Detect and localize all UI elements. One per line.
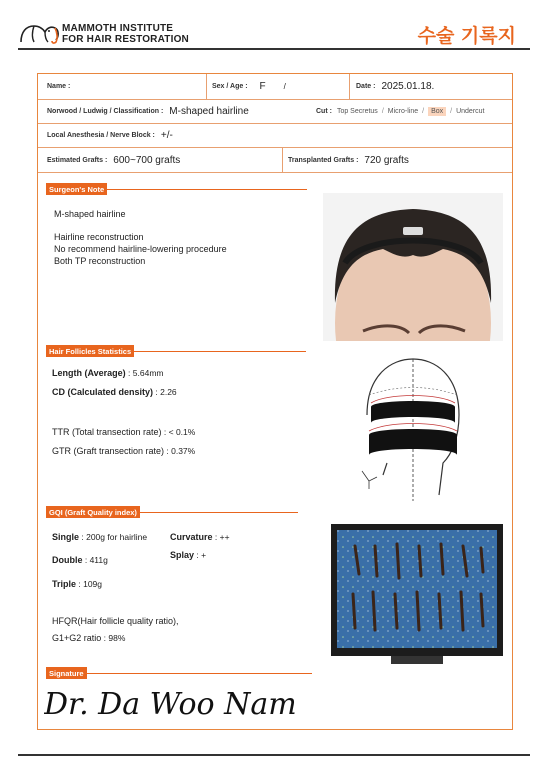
length-value: : 5.64mm [125, 368, 164, 378]
splay-value: : + [194, 550, 207, 560]
sex-age-separator: / [283, 82, 286, 91]
triple-stat [52, 579, 102, 589]
splay-stat [170, 550, 206, 560]
sex-value[interactable]: F [259, 81, 266, 92]
length-label: Length (Average) [52, 368, 126, 378]
divider [206, 74, 207, 99]
density-label: CD (Calculated density) [52, 387, 154, 397]
ttr-value: : < 0.1% [161, 427, 196, 437]
curvature-value: : ++ [212, 532, 230, 542]
patient-forehead-photo [323, 193, 503, 341]
sex-age-label: Sex / Age : [212, 83, 248, 90]
transplanted-grafts-value[interactable]: 720 grafts [364, 154, 409, 166]
ratio-label: G1+G2 ratio [52, 633, 102, 643]
classification-label: Norwood / Ludwig / Classification : [47, 108, 164, 115]
date-value[interactable]: 2025.01.18. [381, 81, 435, 92]
page-header [18, 18, 530, 52]
section-rule [87, 673, 312, 674]
institute-name [62, 23, 189, 45]
surgeon-note-line2: Hairline reconstruction [54, 232, 144, 242]
gtr-label: GTR (Graft transection rate) [52, 446, 165, 456]
hfqr-label: HFQR(Hair follicle quality ratio), [52, 616, 179, 626]
splay-label: Splay [170, 550, 195, 560]
triple-label: Triple [52, 579, 77, 589]
signature-title: Signature [46, 667, 87, 679]
estimated-grafts-cell [47, 148, 180, 172]
transplanted-grafts-cell [288, 148, 409, 172]
surgeon-note-heading [46, 183, 307, 195]
follicle-stats-heading [46, 345, 306, 357]
single-stat [52, 532, 147, 542]
cut-label: Cut : [316, 108, 332, 115]
triple-value: : 109g [76, 579, 103, 589]
gqi-title: GQI (Graft Quality index) [46, 506, 140, 518]
length-stat [52, 368, 163, 378]
anesthesia-label: Local Anesthesia / Nerve Block : [47, 132, 155, 139]
double-value: : 411g [82, 555, 108, 565]
institute-name-line2: FOR HAIR RESTORATION [62, 34, 189, 45]
signature-text: Dr. Da Woo Nam [44, 687, 297, 722]
cut-options [335, 107, 487, 116]
density-stat [52, 387, 177, 397]
density-value: : 2.26 [153, 387, 177, 397]
double-stat [52, 555, 108, 565]
mammoth-logo-icon [18, 20, 62, 46]
sex-age-cell [212, 74, 286, 99]
surgeon-note-line3: No recommend hairline-lowering procedure [54, 244, 227, 254]
footer-divider [18, 754, 530, 756]
form-row-grafts [38, 148, 512, 173]
divider [282, 148, 283, 172]
cut-option-top-secretus[interactable]: Top Secretus [336, 108, 378, 115]
divider [349, 74, 350, 99]
form-row-anesthesia [38, 124, 512, 148]
date-cell [356, 74, 434, 99]
cut-separator: / [381, 108, 384, 115]
double-label: Double [52, 555, 83, 565]
ttr-stat [52, 427, 195, 437]
header-divider [18, 48, 530, 50]
ratio-stat [52, 633, 125, 643]
single-value: : 200g for hairline [79, 532, 148, 542]
cut-option-undercut[interactable]: Undercut [456, 108, 485, 115]
document-title: 수술 기록지 [417, 25, 516, 47]
cut-option-micro-line[interactable]: Micro-line [387, 108, 419, 115]
name-label: Name : [47, 83, 71, 90]
follicle-stats-title: Hair Follicles Statistics [46, 345, 134, 357]
surgeon-note-line1: M-shaped hairline [54, 209, 126, 219]
doctor-signature [44, 678, 314, 726]
donor-area-diagram [357, 355, 469, 503]
surgeon-note-line4: Both TP reconstruction [54, 256, 146, 266]
cut-cell [316, 100, 486, 123]
cut-separator: / [450, 108, 453, 115]
ttr-label: TTR (Total transection rate) [52, 427, 162, 437]
single-label: Single [52, 532, 80, 542]
classification-cell [47, 100, 249, 123]
gqi-heading [46, 506, 298, 518]
name-cell [47, 74, 76, 99]
institute-name-line1: MAMMOTH INSTITUTE [62, 23, 174, 34]
form-row-classification [38, 100, 512, 124]
date-label: Date : [356, 83, 376, 90]
gtr-value: : 0.37% [164, 446, 196, 456]
section-rule [107, 189, 307, 190]
surgeon-note-title: Surgeon's Note [46, 183, 107, 195]
ratio-value: : 98% [101, 633, 126, 643]
curvature-stat [170, 532, 230, 542]
hfqr-line [52, 616, 179, 626]
transplanted-grafts-label: Transplanted Grafts : [288, 156, 359, 164]
anesthesia-value[interactable]: +/- [160, 130, 173, 141]
curvature-label: Curvature [170, 532, 213, 542]
estimated-grafts-label: Estimated Grafts : [47, 156, 108, 164]
estimated-grafts-value[interactable]: 600~700 grafts [113, 154, 181, 166]
anesthesia-cell [47, 124, 173, 147]
cut-option-box-selected[interactable]: Box [428, 107, 446, 116]
section-rule [140, 512, 298, 513]
cut-separator: / [422, 108, 425, 115]
gtr-stat [52, 446, 195, 456]
classification-value[interactable]: M-shaped hairline [169, 106, 249, 117]
section-rule [134, 351, 306, 352]
form-row-name [38, 74, 512, 100]
graft-microscope-monitor [331, 524, 503, 664]
